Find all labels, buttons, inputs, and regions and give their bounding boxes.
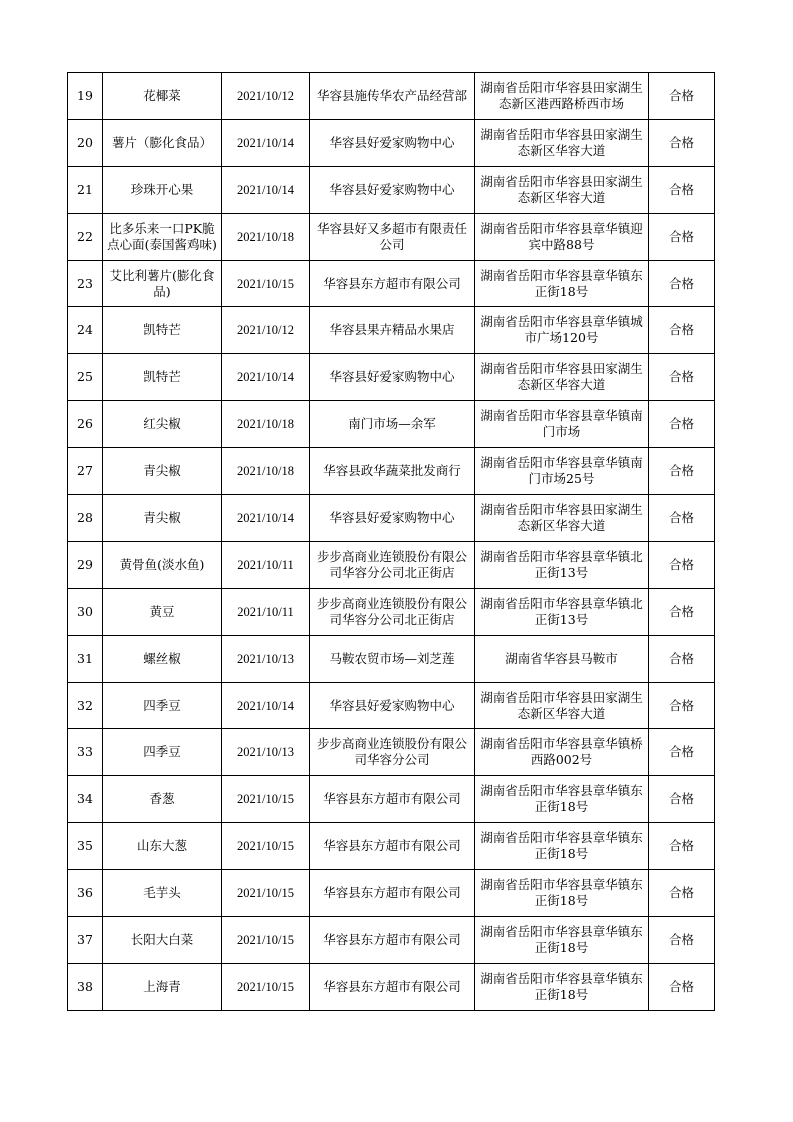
result-cell: 合格 [649, 354, 715, 401]
row-number-cell: 19 [68, 73, 103, 120]
product-name-cell: 螺丝椒 [103, 635, 222, 682]
table-body [68, 73, 715, 1011]
seller-address-cell: 湖南省岳阳市华容县章华镇南门市场25号 [475, 448, 649, 495]
row-number-cell: 20 [68, 119, 103, 166]
table-row [68, 73, 715, 120]
result-cell: 合格 [649, 73, 715, 120]
result-cell: 合格 [649, 495, 715, 542]
result-cell: 合格 [649, 448, 715, 495]
sampling-date-cell: 2021/10/12 [222, 73, 310, 120]
result-cell: 合格 [649, 213, 715, 260]
product-name-cell: 艾比利薯片(膨化食品) [103, 260, 222, 307]
table-row [68, 541, 715, 588]
table-row [68, 260, 715, 307]
table-row [68, 307, 715, 354]
result-cell: 合格 [649, 260, 715, 307]
sampling-date-cell: 2021/10/15 [222, 917, 310, 964]
result-cell: 合格 [649, 917, 715, 964]
table-row [68, 823, 715, 870]
seller-name-cell: 华容县东方超市有限公司 [310, 260, 475, 307]
product-name-cell: 长阳大白菜 [103, 917, 222, 964]
seller-name-cell: 华容县好爱家购物中心 [310, 119, 475, 166]
result-cell: 合格 [649, 870, 715, 917]
sampling-date-cell: 2021/10/15 [222, 963, 310, 1010]
row-number-cell: 31 [68, 635, 103, 682]
result-cell: 合格 [649, 682, 715, 729]
sampling-date-cell: 2021/10/12 [222, 307, 310, 354]
seller-name-cell: 华容县施传华农产品经营部 [310, 73, 475, 120]
seller-name-cell: 华容县好爱家购物中心 [310, 354, 475, 401]
product-name-cell: 薯片（膨化食品） [103, 119, 222, 166]
product-name-cell: 凯特芒 [103, 307, 222, 354]
sampling-date-cell: 2021/10/14 [222, 119, 310, 166]
result-cell: 合格 [649, 776, 715, 823]
row-number-cell: 35 [68, 823, 103, 870]
table-row [68, 166, 715, 213]
seller-address-cell: 湖南省岳阳市华容县田家湖生态新区华容大道 [475, 119, 649, 166]
product-name-cell: 凯特芒 [103, 354, 222, 401]
seller-name-cell: 南门市场—余军 [310, 401, 475, 448]
seller-name-cell: 华容县东方超市有限公司 [310, 870, 475, 917]
table-row [68, 917, 715, 964]
result-cell: 合格 [649, 635, 715, 682]
table-row [68, 495, 715, 542]
sampling-date-cell: 2021/10/13 [222, 729, 310, 776]
row-number-cell: 33 [68, 729, 103, 776]
inspection-results-table [67, 72, 715, 1011]
product-name-cell: 四季豆 [103, 682, 222, 729]
seller-name-cell: 华容县好爱家购物中心 [310, 682, 475, 729]
sampling-date-cell: 2021/10/13 [222, 635, 310, 682]
seller-name-cell: 华容县东方超市有限公司 [310, 963, 475, 1010]
row-number-cell: 30 [68, 588, 103, 635]
table-row [68, 588, 715, 635]
product-name-cell: 珍珠开心果 [103, 166, 222, 213]
product-name-cell: 青尖椒 [103, 448, 222, 495]
seller-address-cell: 湖南省岳阳市华容县章华镇桥西路002号 [475, 729, 649, 776]
seller-address-cell: 湖南省华容县马鞍市 [475, 635, 649, 682]
seller-address-cell: 湖南省岳阳市华容县章华镇东正街18号 [475, 870, 649, 917]
sampling-date-cell: 2021/10/14 [222, 682, 310, 729]
seller-address-cell: 湖南省岳阳市华容县章华镇东正街18号 [475, 917, 649, 964]
sampling-date-cell: 2021/10/14 [222, 495, 310, 542]
row-number-cell: 25 [68, 354, 103, 401]
result-cell: 合格 [649, 401, 715, 448]
seller-name-cell: 华容县好又多超市有限责任公司 [310, 213, 475, 260]
row-number-cell: 21 [68, 166, 103, 213]
result-cell: 合格 [649, 307, 715, 354]
seller-address-cell: 湖南省岳阳市华容县章华镇东正街18号 [475, 260, 649, 307]
seller-address-cell: 湖南省岳阳市华容县章华镇东正街18号 [475, 823, 649, 870]
seller-address-cell: 湖南省岳阳市华容县田家湖生态新区港西路桥西市场 [475, 73, 649, 120]
result-cell: 合格 [649, 588, 715, 635]
seller-name-cell: 华容县好爱家购物中心 [310, 495, 475, 542]
seller-name-cell: 华容县果卉精品水果店 [310, 307, 475, 354]
row-number-cell: 32 [68, 682, 103, 729]
product-name-cell: 香葱 [103, 776, 222, 823]
table-row [68, 119, 715, 166]
table-row [68, 448, 715, 495]
row-number-cell: 24 [68, 307, 103, 354]
table-row [68, 963, 715, 1010]
product-name-cell: 山东大葱 [103, 823, 222, 870]
result-cell: 合格 [649, 541, 715, 588]
product-name-cell: 毛芋头 [103, 870, 222, 917]
row-number-cell: 34 [68, 776, 103, 823]
table-row [68, 354, 715, 401]
result-cell: 合格 [649, 963, 715, 1010]
seller-address-cell: 湖南省岳阳市华容县章华镇东正街18号 [475, 963, 649, 1010]
seller-address-cell: 湖南省岳阳市华容县章华镇城市广场120号 [475, 307, 649, 354]
table-row [68, 401, 715, 448]
row-number-cell: 22 [68, 213, 103, 260]
seller-address-cell: 湖南省岳阳市华容县田家湖生态新区华容大道 [475, 354, 649, 401]
row-number-cell: 28 [68, 495, 103, 542]
seller-name-cell: 步步高商业连锁股份有限公司华容分公司北正街店 [310, 588, 475, 635]
seller-name-cell: 华容县东方超市有限公司 [310, 823, 475, 870]
seller-address-cell: 湖南省岳阳市华容县章华镇迎宾中路88号 [475, 213, 649, 260]
seller-address-cell: 湖南省岳阳市华容县章华镇北正街13号 [475, 588, 649, 635]
table-row [68, 729, 715, 776]
sampling-date-cell: 2021/10/18 [222, 448, 310, 495]
seller-address-cell: 湖南省岳阳市华容县田家湖生态新区华容大道 [475, 495, 649, 542]
product-name-cell: 青尖椒 [103, 495, 222, 542]
table-row [68, 682, 715, 729]
sampling-date-cell: 2021/10/14 [222, 354, 310, 401]
product-name-cell: 上海青 [103, 963, 222, 1010]
table-row [68, 635, 715, 682]
row-number-cell: 36 [68, 870, 103, 917]
row-number-cell: 29 [68, 541, 103, 588]
row-number-cell: 38 [68, 963, 103, 1010]
sampling-date-cell: 2021/10/18 [222, 401, 310, 448]
sampling-date-cell: 2021/10/11 [222, 541, 310, 588]
sampling-date-cell: 2021/10/15 [222, 260, 310, 307]
result-cell: 合格 [649, 823, 715, 870]
sampling-date-cell: 2021/10/18 [222, 213, 310, 260]
product-name-cell: 黄豆 [103, 588, 222, 635]
seller-name-cell: 马鞍农贸市场—刘芝莲 [310, 635, 475, 682]
row-number-cell: 23 [68, 260, 103, 307]
seller-address-cell: 湖南省岳阳市华容县章华镇东正街18号 [475, 776, 649, 823]
product-name-cell: 比多乐来一口PK脆点心面(泰国酱鸡味) [103, 213, 222, 260]
table-row [68, 776, 715, 823]
product-name-cell: 黄骨鱼(淡水鱼) [103, 541, 222, 588]
seller-name-cell: 华容县东方超市有限公司 [310, 776, 475, 823]
sampling-date-cell: 2021/10/14 [222, 166, 310, 213]
row-number-cell: 27 [68, 448, 103, 495]
product-name-cell: 花椰菜 [103, 73, 222, 120]
seller-address-cell: 湖南省岳阳市华容县章华镇南门市场 [475, 401, 649, 448]
seller-address-cell: 湖南省岳阳市华容县章华镇北正街13号 [475, 541, 649, 588]
table-row [68, 870, 715, 917]
seller-name-cell: 步步高商业连锁股份有限公司华容分公司 [310, 729, 475, 776]
seller-address-cell: 湖南省岳阳市华容县田家湖生态新区华容大道 [475, 166, 649, 213]
sampling-date-cell: 2021/10/15 [222, 823, 310, 870]
seller-name-cell: 华容县政华蔬菜批发商行 [310, 448, 475, 495]
seller-address-cell: 湖南省岳阳市华容县田家湖生态新区华容大道 [475, 682, 649, 729]
row-number-cell: 37 [68, 917, 103, 964]
sampling-date-cell: 2021/10/15 [222, 776, 310, 823]
result-cell: 合格 [649, 119, 715, 166]
sampling-date-cell: 2021/10/15 [222, 870, 310, 917]
table-row [68, 213, 715, 260]
seller-name-cell: 华容县好爱家购物中心 [310, 166, 475, 213]
product-name-cell: 红尖椒 [103, 401, 222, 448]
row-number-cell: 26 [68, 401, 103, 448]
seller-name-cell: 华容县东方超市有限公司 [310, 917, 475, 964]
result-cell: 合格 [649, 729, 715, 776]
result-cell: 合格 [649, 166, 715, 213]
seller-name-cell: 步步高商业连锁股份有限公司华容分公司北正街店 [310, 541, 475, 588]
product-name-cell: 四季豆 [103, 729, 222, 776]
sampling-date-cell: 2021/10/11 [222, 588, 310, 635]
